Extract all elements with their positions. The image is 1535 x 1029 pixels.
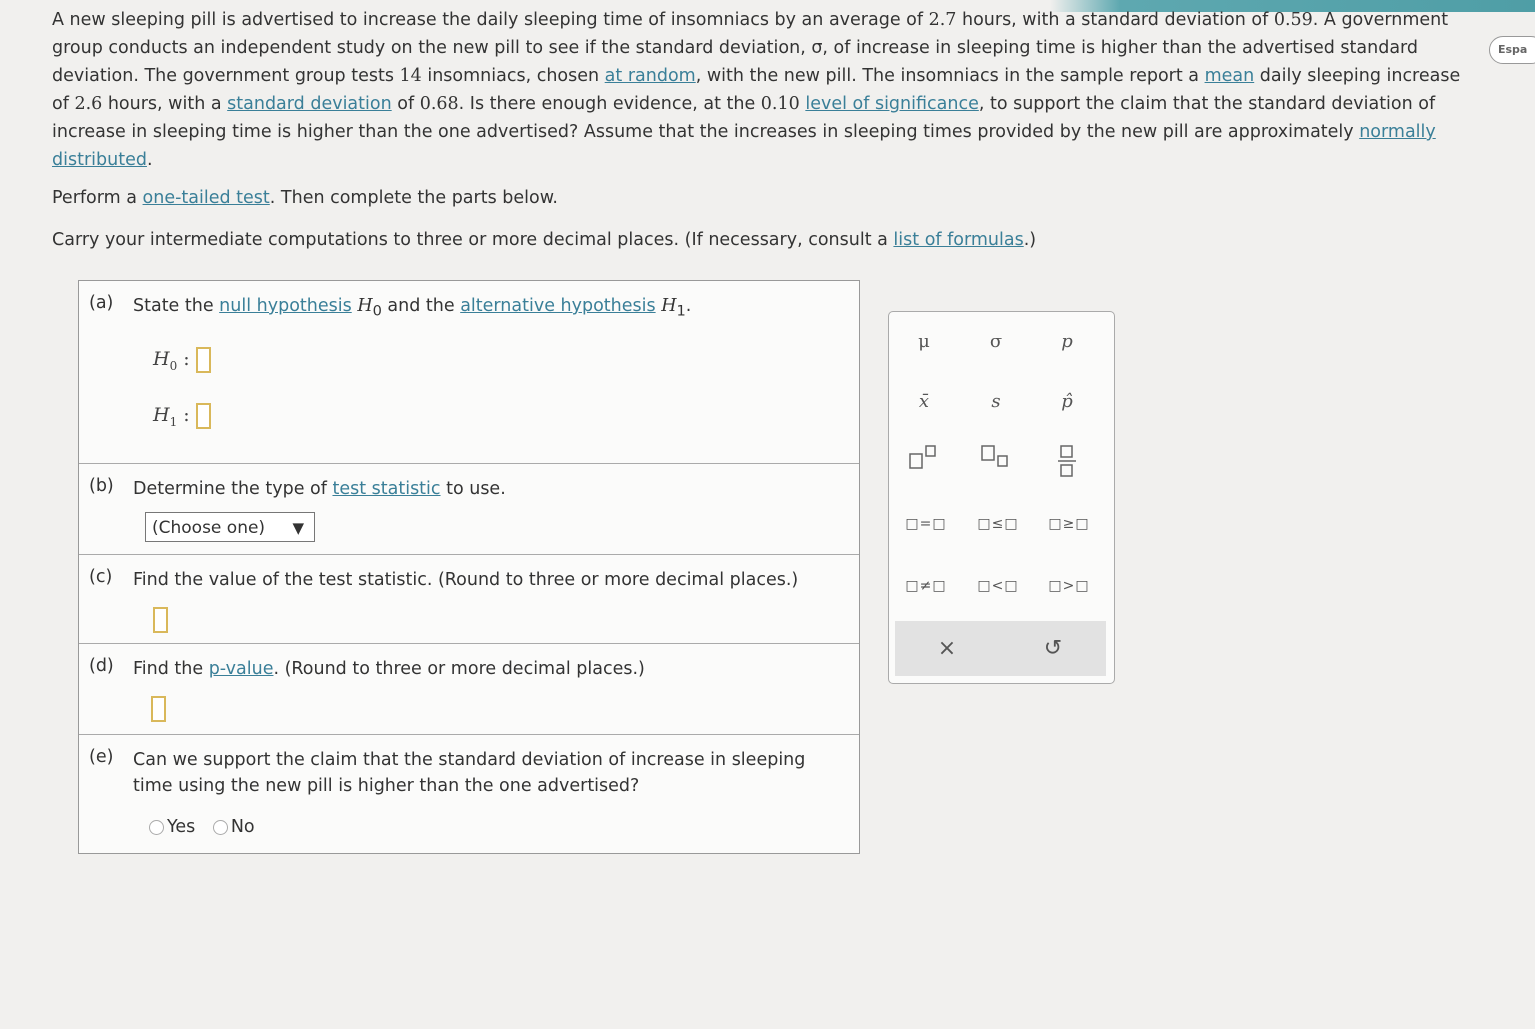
- advertised-sd: 0.59: [1273, 10, 1313, 30]
- yes-no-options: [149, 817, 255, 837]
- part-c-row: [79, 555, 859, 644]
- part-b-text: Determine the type of: [133, 479, 333, 499]
- greater-equal-button[interactable]: □≥□: [1048, 516, 1090, 532]
- no-label: No: [230, 817, 255, 837]
- instruction-text: .): [1023, 230, 1037, 250]
- undo-icon[interactable]: ↺: [1043, 636, 1063, 661]
- part-a-question: [133, 293, 843, 325]
- part-d-label: (d): [89, 656, 114, 676]
- h0-subscript: 0: [372, 302, 382, 320]
- part-d-question: [133, 656, 843, 682]
- p-value-link[interactable]: p-value: [208, 659, 274, 679]
- part-a-row: [79, 281, 859, 464]
- part-a-text: State the: [133, 296, 220, 316]
- subscript-button[interactable]: [966, 444, 1026, 484]
- level-of-significance-link[interactable]: level of significance: [805, 94, 979, 114]
- h0-symbol: H: [357, 296, 373, 316]
- instruction-text: Carry your intermediate computations to three or more decimal places. (If necessary, consult a: [52, 230, 894, 250]
- part-a-text: and the: [381, 296, 461, 316]
- part-e-label: (e): [89, 747, 114, 767]
- instruction-carry: [52, 230, 1036, 250]
- standard-deviation-link[interactable]: standard deviation: [227, 94, 392, 114]
- part-c-label: (c): [89, 567, 113, 587]
- no-radio[interactable]: [213, 820, 228, 835]
- at-random-link[interactable]: at random: [604, 66, 696, 86]
- part-c-question: Find the value of the test statistic. (Round to three or more decimal places.): [133, 570, 799, 590]
- superscript-icon: [906, 444, 942, 470]
- part-b-row: [79, 464, 859, 555]
- equals-button[interactable]: □=□: [905, 516, 947, 532]
- language-toggle-button[interactable]: Espa: [1489, 36, 1535, 64]
- h1-label: H: [153, 404, 170, 426]
- dropdown-arrow-icon: ▼: [292, 519, 304, 537]
- problem-text: A new sleeping pill is advertised to increase the daily sleeping time of insomniacs by an average of: [52, 10, 929, 30]
- problem-statement: [52, 6, 1482, 174]
- problem-text: hours, with a standard deviation of: [956, 10, 1274, 30]
- part-b-text: to use.: [440, 479, 506, 499]
- sigma-button[interactable]: σ: [989, 331, 1003, 352]
- h1-subscript: 1: [676, 302, 686, 320]
- yes-label: Yes: [167, 817, 196, 837]
- problem-text: . A government group conducts an independent study on the new pill to see if the standard deviation, σ, of increase in sleeping time is higher than the advertised standard deviation. The government group tests: [52, 10, 1449, 86]
- h0-label-subscript: 0: [169, 358, 178, 373]
- alternative-hypothesis-link[interactable]: alternative hypothesis: [460, 296, 656, 316]
- superscript-button[interactable]: [894, 444, 954, 484]
- sample-mean: 2.6: [74, 94, 103, 114]
- part-a-text: .: [685, 296, 692, 316]
- p-button[interactable]: p: [1061, 331, 1073, 352]
- test-statistic-link[interactable]: test statistic: [332, 479, 441, 499]
- h1-row: [153, 403, 211, 429]
- greater-than-button[interactable]: □>□: [1048, 578, 1090, 594]
- part-e-row: [79, 735, 859, 853]
- s-button[interactable]: s: [991, 391, 1001, 412]
- part-b-question: [133, 476, 843, 502]
- h1-colon: :: [183, 404, 190, 426]
- palette-footer: [895, 621, 1106, 676]
- test-statistic-select[interactable]: [145, 512, 315, 542]
- h0-row: [153, 347, 211, 373]
- significance-level: 0.10: [760, 94, 800, 114]
- part-e-question: Can we support the claim that the standard deviation of increase in sleeping time using the new pill is higher than the one advertised?: [133, 750, 806, 796]
- question-table: [78, 280, 860, 854]
- mu-button[interactable]: μ: [918, 331, 930, 352]
- test-statistic-input[interactable]: [153, 607, 168, 633]
- problem-text: , to support the claim that the standard deviation of increase in sleeping time is higher than the one advertised? Assume that the increases in sleeping times provided by the new pill are approximately: [52, 94, 1436, 142]
- symbol-palette: [888, 311, 1115, 684]
- h0-colon: :: [183, 348, 190, 370]
- list-of-formulas-link[interactable]: list of formulas: [893, 230, 1024, 250]
- h0-answer-input[interactable]: [196, 347, 211, 373]
- h0-label: H: [153, 348, 170, 370]
- problem-text: , with the new pill. The insomniacs in the sample report a: [695, 66, 1205, 86]
- part-a-label: (a): [89, 293, 114, 313]
- p-value-input[interactable]: [151, 696, 166, 722]
- part-d-row: [79, 644, 859, 735]
- phat-button[interactable]: p̂: [1061, 391, 1073, 412]
- part-d-text: Find the: [133, 659, 209, 679]
- select-value: (Choose one): [152, 518, 266, 538]
- part-b-label: (b): [89, 476, 114, 496]
- problem-text: hours, with a: [102, 94, 228, 114]
- not-equal-button[interactable]: □≠□: [905, 578, 947, 594]
- clear-icon[interactable]: ×: [937, 636, 957, 661]
- xbar-button[interactable]: x̄: [918, 391, 930, 412]
- one-tailed-test-link[interactable]: one-tailed test: [142, 188, 270, 208]
- fraction-button[interactable]: [1037, 444, 1097, 484]
- sample-size: 14: [399, 66, 422, 86]
- subscript-icon: [978, 444, 1014, 470]
- yes-radio[interactable]: [149, 820, 164, 835]
- fraction-icon: [1049, 444, 1085, 478]
- problem-text: insomniacs, chosen: [421, 66, 605, 86]
- less-equal-button[interactable]: □≤□: [977, 516, 1019, 532]
- sample-sd: 0.68: [419, 94, 459, 114]
- instruction-perform: [52, 188, 558, 208]
- problem-text: .: [146, 150, 153, 170]
- h1-answer-input[interactable]: [196, 403, 211, 429]
- null-hypothesis-link[interactable]: null hypothesis: [219, 296, 352, 316]
- problem-text: . Is there enough evidence, at the: [458, 94, 761, 114]
- instruction-text: . Then complete the parts below.: [269, 188, 558, 208]
- mean-link[interactable]: mean: [1204, 66, 1255, 86]
- less-than-button[interactable]: □<□: [977, 578, 1019, 594]
- part-d-text: . (Round to three or more decimal places.): [273, 659, 645, 679]
- h1-symbol: H: [661, 296, 677, 316]
- instruction-text: Perform a: [52, 188, 143, 208]
- normally-distributed-link[interactable]: normally distributed: [52, 122, 1436, 170]
- problem-text: of: [391, 94, 420, 114]
- problem-text: daily sleeping increase of: [52, 66, 1461, 114]
- advertised-mean: 2.7: [928, 10, 957, 30]
- h1-label-subscript: 1: [169, 414, 178, 429]
